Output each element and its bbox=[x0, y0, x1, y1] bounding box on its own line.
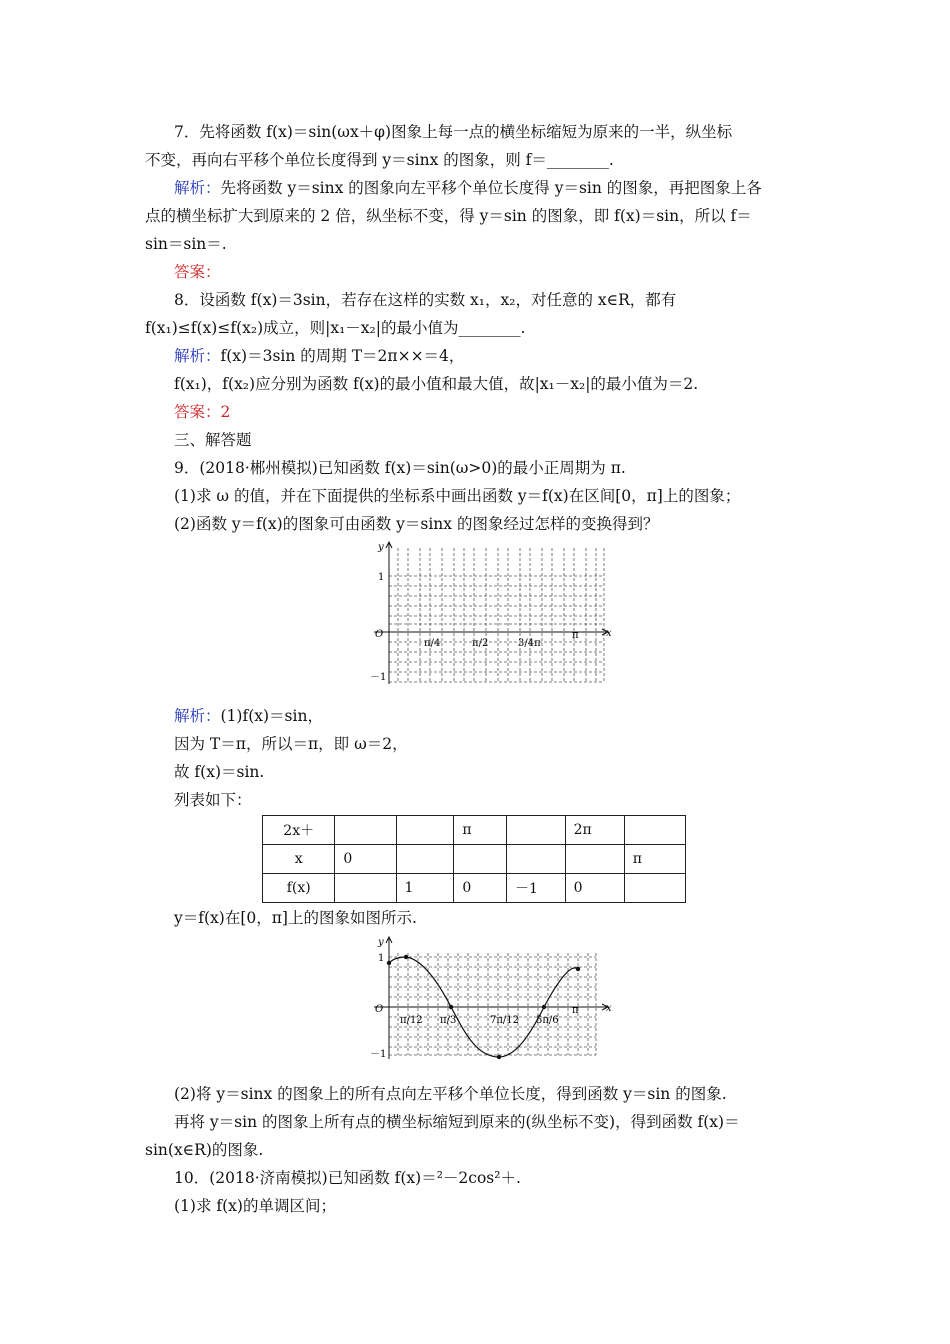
text-content: (1)f(x)＝sin， bbox=[220, 707, 323, 725]
text-content: 9．(2018·郴州模拟)已知函数 f(x)＝sin(ω>0)的最小正周期为 π. bbox=[174, 459, 626, 477]
text-content: (2)将 y＝sinx 的图象上的所有点向左平移个单位长度，得到函数 y＝sin 的图象. bbox=[174, 1085, 727, 1103]
fig1-ytick-neg1: －1 bbox=[370, 672, 387, 683]
table-cell: 2π bbox=[565, 816, 624, 845]
fig2-xtick-pi3: π/3 bbox=[440, 1015, 457, 1026]
text-content: 因为 T＝π，所以＝π，即 ω＝2， bbox=[174, 735, 408, 753]
text-line bbox=[174, 732, 408, 756]
fig2-ytick-1: 1 bbox=[378, 953, 385, 964]
table-cell bbox=[624, 816, 685, 845]
point-max bbox=[404, 955, 408, 959]
fig2-x-label: x bbox=[606, 1003, 612, 1014]
answer-label: 答案： bbox=[174, 263, 221, 281]
fig2-ytick-neg1: －1 bbox=[370, 1049, 387, 1060]
fig1-xtick-3pi4: 3/4π bbox=[518, 638, 541, 649]
text-line bbox=[174, 1110, 740, 1134]
text-line bbox=[174, 760, 264, 784]
table-cell: 0 bbox=[565, 874, 624, 903]
text-line bbox=[174, 1082, 727, 1106]
text-line bbox=[174, 484, 740, 508]
text-line bbox=[174, 1194, 336, 1218]
point-min bbox=[497, 1055, 501, 1059]
table-cell: π bbox=[454, 816, 507, 845]
text-content: (1)求 ω 的值，并在下面提供的坐标系中画出函数 y＝f(x)在区间[0，π]上的图象； bbox=[174, 487, 741, 505]
table-cell: x bbox=[263, 845, 335, 874]
value-table bbox=[262, 815, 686, 903]
fig2-y-label: y bbox=[378, 937, 384, 948]
fig1-xtick-pi: π bbox=[572, 630, 579, 641]
analysis-label: 解析： bbox=[174, 707, 221, 725]
text-line bbox=[145, 148, 614, 172]
text-content: 8．设函数 f(x)＝3sin，若存在这样的实数 x₁，x₂，对任意的 x∈R，都有 bbox=[174, 291, 677, 309]
point-zero-1 bbox=[449, 1005, 453, 1009]
fig1-origin-label: O bbox=[375, 629, 384, 640]
fig1-ytick-1: 1 bbox=[378, 572, 385, 583]
text-line bbox=[174, 704, 323, 728]
text-content: f(x)＝3sin 的周期 T＝2π××＝4， bbox=[220, 347, 465, 365]
text-line bbox=[174, 176, 762, 200]
text-line bbox=[145, 1138, 263, 1162]
text-line bbox=[174, 344, 464, 368]
table-cell bbox=[624, 874, 685, 903]
analysis-label: 解析： bbox=[174, 179, 221, 197]
fig2-xtick-7pi12: 7π/12 bbox=[490, 1015, 520, 1026]
text-content: sin＝sin＝. bbox=[145, 235, 227, 253]
text-line bbox=[174, 260, 221, 284]
text-line bbox=[145, 316, 525, 340]
point-start bbox=[387, 961, 391, 965]
text-content: 10．(2018·济南模拟)已知函数 f(x)＝²－2cos²＋. bbox=[174, 1169, 521, 1187]
text-line bbox=[145, 204, 752, 228]
table-cell bbox=[565, 845, 624, 874]
text-line bbox=[174, 906, 417, 930]
text-content: sin(x∈R)的图象. bbox=[145, 1141, 264, 1159]
text-content: 点的横坐标扩大到原来的 2 倍，纵坐标不变，得 y＝sin 的图象，即 f(x)＝sin，所以 f＝ bbox=[145, 207, 752, 225]
text-content: 三、解答题 bbox=[174, 431, 252, 449]
text-line bbox=[174, 788, 252, 812]
text-line bbox=[174, 288, 676, 312]
table-cell: π bbox=[624, 845, 685, 874]
table-cell: 0 bbox=[454, 874, 507, 903]
text-content: 不变，再向右平移个单位长度得到 y＝sinx 的图象，则 f＝________. bbox=[145, 151, 614, 169]
fig1-xtick-pi2: π/2 bbox=[472, 638, 489, 649]
table-cell bbox=[396, 816, 454, 845]
table-row bbox=[263, 845, 686, 874]
text-content: 列表如下： bbox=[174, 791, 252, 809]
fig2-xtick-pi12: π/12 bbox=[400, 1015, 423, 1026]
text-content: (2)函数 y＝f(x)的图象可由函数 y＝sinx 的图象经过怎样的变换得到？ bbox=[174, 515, 659, 533]
table-cell: f(x) bbox=[263, 874, 335, 903]
table-cell: 2x＋ bbox=[263, 816, 335, 845]
text-content: f(x₁)≤f(x)≤f(x₂)成立，则|x₁－x₂|的最小值为________. bbox=[145, 319, 526, 337]
fig2-xtick-pi: π bbox=[572, 1005, 579, 1016]
text-content: (1)求 f(x)的单调区间； bbox=[174, 1197, 336, 1215]
table-cell bbox=[507, 816, 566, 845]
text-line bbox=[145, 232, 227, 256]
analysis-label: 解析： bbox=[174, 347, 221, 365]
table-cell: 0 bbox=[335, 845, 396, 874]
text-line bbox=[174, 428, 252, 452]
text-line bbox=[174, 1166, 521, 1190]
table-cell: －1 bbox=[507, 874, 566, 903]
answer-label: 答案： bbox=[174, 403, 221, 421]
table-cell bbox=[335, 816, 396, 845]
table-row bbox=[263, 816, 686, 845]
text-content: 故 f(x)＝sin. bbox=[174, 763, 265, 781]
text-line bbox=[174, 456, 626, 480]
table-row bbox=[263, 874, 686, 903]
point-end bbox=[576, 967, 580, 971]
table-cell bbox=[335, 874, 396, 903]
fig1-x-label: x bbox=[606, 628, 612, 639]
text-line bbox=[174, 372, 698, 396]
text-line bbox=[174, 512, 658, 536]
text-line bbox=[174, 120, 732, 144]
fig1-xtick-pi4: π/4 bbox=[424, 638, 441, 649]
table-cell bbox=[454, 845, 507, 874]
sine-graph-figure bbox=[366, 933, 616, 1063]
text-content: 再将 y＝sin 的图象上所有点的横坐标缩短到原来的(纵坐标不变)，得到函数 f(x)＝ bbox=[174, 1113, 740, 1131]
table-cell bbox=[396, 845, 454, 874]
table-cell bbox=[507, 845, 566, 874]
fig2-xtick-5pi6: 5π/6 bbox=[536, 1015, 559, 1026]
text-content: 2 bbox=[220, 403, 231, 421]
coordinate-grid-figure bbox=[366, 538, 616, 688]
table-cell: 1 bbox=[396, 874, 454, 903]
text-content: 先将函数 y＝sinx 的图象向左平移个单位长度得 y＝sin 的图象，再把图象上各 bbox=[220, 179, 762, 197]
text-content: f(x₁)，f(x₂)应分别为函数 f(x)的最小值和最大值，故|x₁－x₂|的最小值为＝2. bbox=[174, 375, 699, 393]
fig2-origin-label: O bbox=[375, 1004, 384, 1015]
text-content: 7．先将函数 f(x)＝sin(ωx＋φ)图象上每一点的横坐标缩短为原来的一半，纵坐标 bbox=[174, 123, 733, 141]
fig1-y-label: y bbox=[378, 542, 384, 553]
point-zero-2 bbox=[542, 1005, 546, 1009]
text-content: y＝f(x)在[0，π]上的图象如图所示. bbox=[174, 909, 417, 927]
text-line bbox=[174, 400, 230, 424]
